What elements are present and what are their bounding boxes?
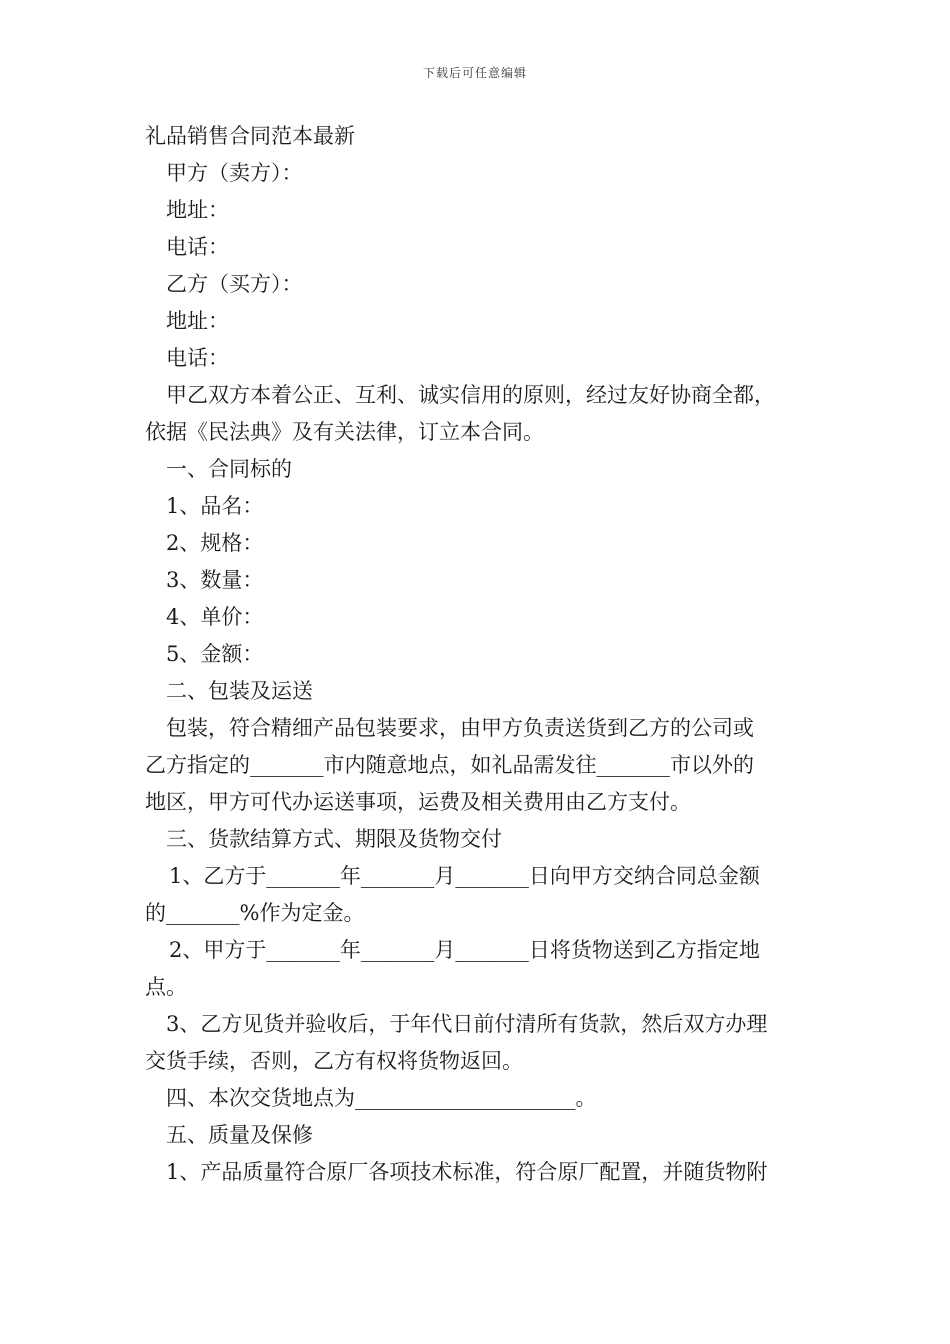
contract-document [145, 118, 815, 1191]
payment-clause-1-line-1: 1、乙方于_______年_______月_______日向甲方交纳合同总金额 [169, 864, 760, 888]
buyer-label: 乙方（买方）： [166, 272, 303, 296]
packaging-line-2: 乙方指定的_______市内随意地点，如礼品需发往_______市以外的 [145, 753, 754, 777]
seller-label: 甲方（卖方）： [166, 161, 303, 185]
payment-clause-3-line-2: 交货手续，否则，乙方有权将货物返回。 [145, 1049, 523, 1073]
seller-phone-label: 电话： [166, 235, 229, 259]
payment-clause-1-line-2: 的_______%作为定金。 [145, 901, 365, 925]
section-1-heading: 一、合同标的 [166, 457, 292, 481]
section-2-heading: 二、包装及运送 [166, 679, 313, 703]
item-quantity: 3、数量： [166, 568, 264, 592]
payment-clause-2-line-1: 2、甲方于_______年_______月_______日将货物送到乙方指定地 [169, 938, 760, 962]
preamble-line-1: 甲乙双方本着公正、互利、诚实信用的原则，经过友好协商全都， [166, 383, 775, 407]
buyer-address-label: 地址： [166, 309, 229, 333]
preamble-line-2: 依据《民法典》及有关法律，订立本合同。 [145, 420, 544, 444]
payment-clause-2-line-2: 点。 [145, 975, 187, 999]
payment-clause-3-line-1: 3、乙方见货并验收后，于年代日前付清所有货款，然后双方办理 [166, 1012, 768, 1036]
page-header-note: 下载后可任意编辑 [422, 66, 527, 80]
packaging-line-3: 地区，甲方可代办运送事项，运费及相关费用由乙方支付。 [145, 790, 691, 814]
item-amount: 5、金额： [166, 642, 264, 666]
item-product-name: 1、品名： [166, 494, 264, 518]
seller-address-label: 地址： [166, 198, 229, 222]
section-4-delivery-location: 四、本次交货地点为_____________________。 [166, 1086, 597, 1110]
document-title: 礼品销售合同范本最新 [145, 124, 355, 148]
item-unit-price: 4、单价： [166, 605, 264, 629]
section-5-heading: 五、质量及保修 [166, 1123, 313, 1147]
packaging-line-1: 包装，符合精细产品包装要求，由甲方负责送货到乙方的公司或 [166, 716, 754, 740]
quality-clause-1-line-1: 1、产品质量符合原厂各项技术标准，符合原厂配置，并随货物附 [166, 1160, 768, 1184]
item-specification: 2、规格： [166, 531, 264, 555]
section-3-heading: 三、货款结算方式、期限及货物交付 [166, 827, 502, 851]
buyer-phone-label: 电话： [166, 346, 229, 370]
